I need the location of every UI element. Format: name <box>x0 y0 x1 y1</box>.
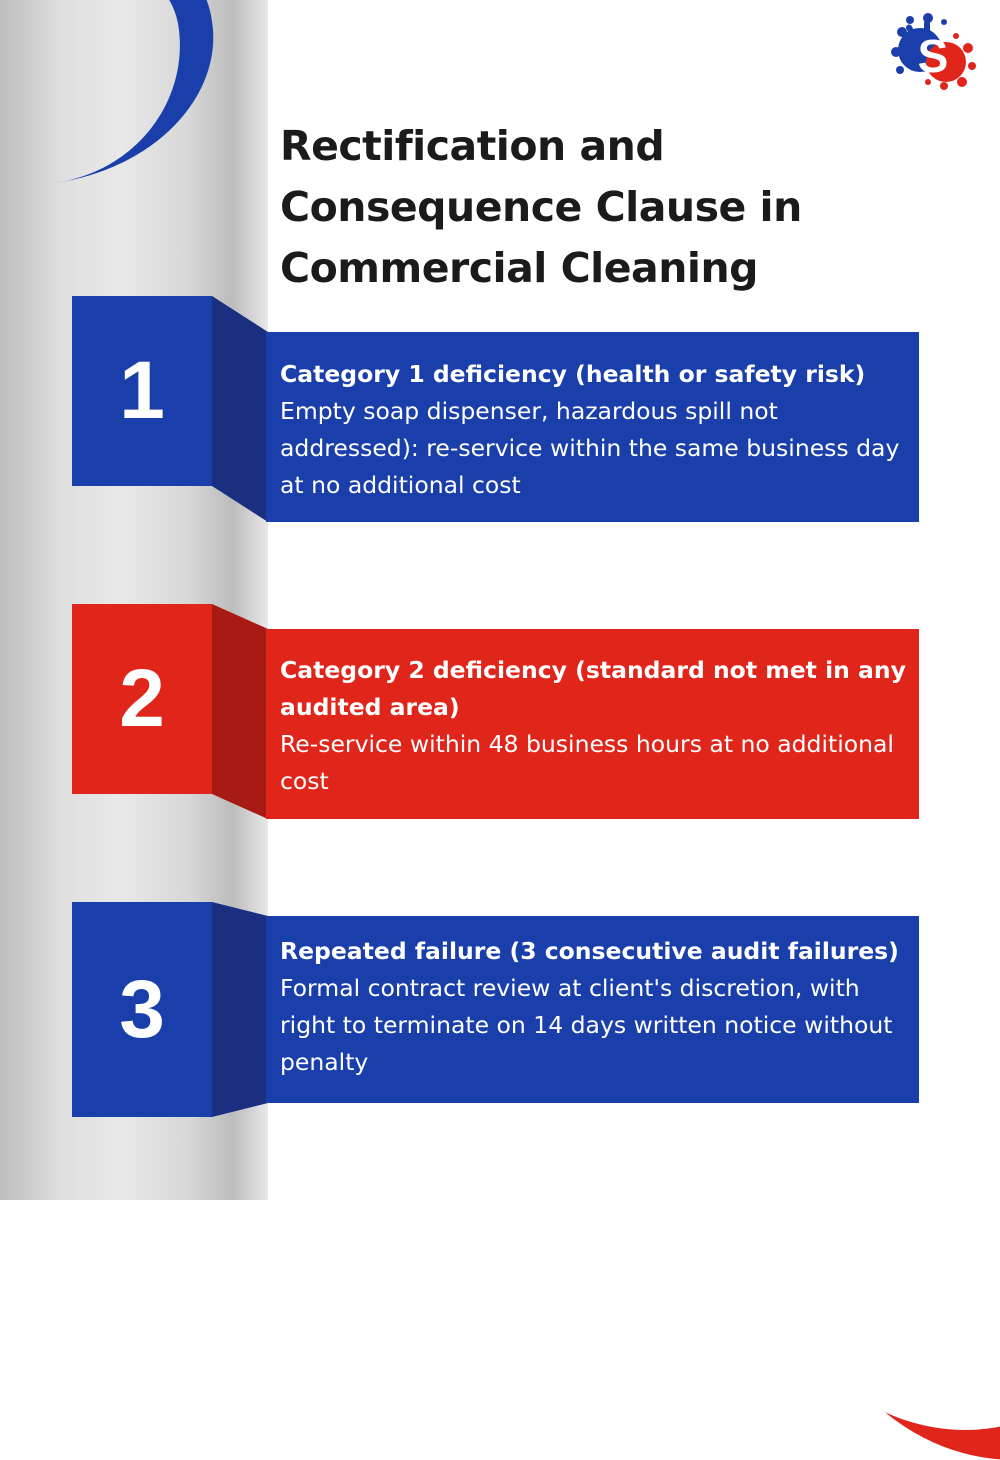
item-heading-3: Repeated failure (3 consecutive audit failures) <box>280 937 899 965</box>
item-body-2: Re-service within 48 business hours at no additional cost <box>280 730 894 795</box>
fold-connector-1 <box>212 296 268 522</box>
item-card-2 <box>266 629 919 819</box>
item-card-1 <box>266 332 919 522</box>
item-heading-2: Category 2 deficiency (standard not met in any audited area) <box>280 656 906 721</box>
title-line-3: Commercial Cleaning <box>280 244 758 292</box>
fold-connector-3 <box>212 902 268 1117</box>
item-heading-1: Category 1 deficiency (health or safety risk) <box>280 360 866 388</box>
step-number-2: 2 <box>72 604 212 794</box>
fold-connector-2 <box>212 604 268 819</box>
item-body-1: Empty soap dispenser, hazardous spill not addressed): re-service within the same business day at no additional cost <box>280 397 900 499</box>
page-title <box>280 116 930 299</box>
logo-letter: S <box>917 30 949 82</box>
title-line-1: Rectification and <box>280 122 665 170</box>
item-card-3 <box>266 916 919 1103</box>
step-number-1: 1 <box>72 296 212 486</box>
title-line-2: Consequence Clause in <box>280 183 802 231</box>
paint-splash-s-logo-icon <box>888 12 978 92</box>
item-body-3: Formal contract review at client's discretion, with right to terminate on 14 days written notice without penalty <box>280 974 893 1076</box>
step-number-3: 3 <box>72 902 212 1117</box>
